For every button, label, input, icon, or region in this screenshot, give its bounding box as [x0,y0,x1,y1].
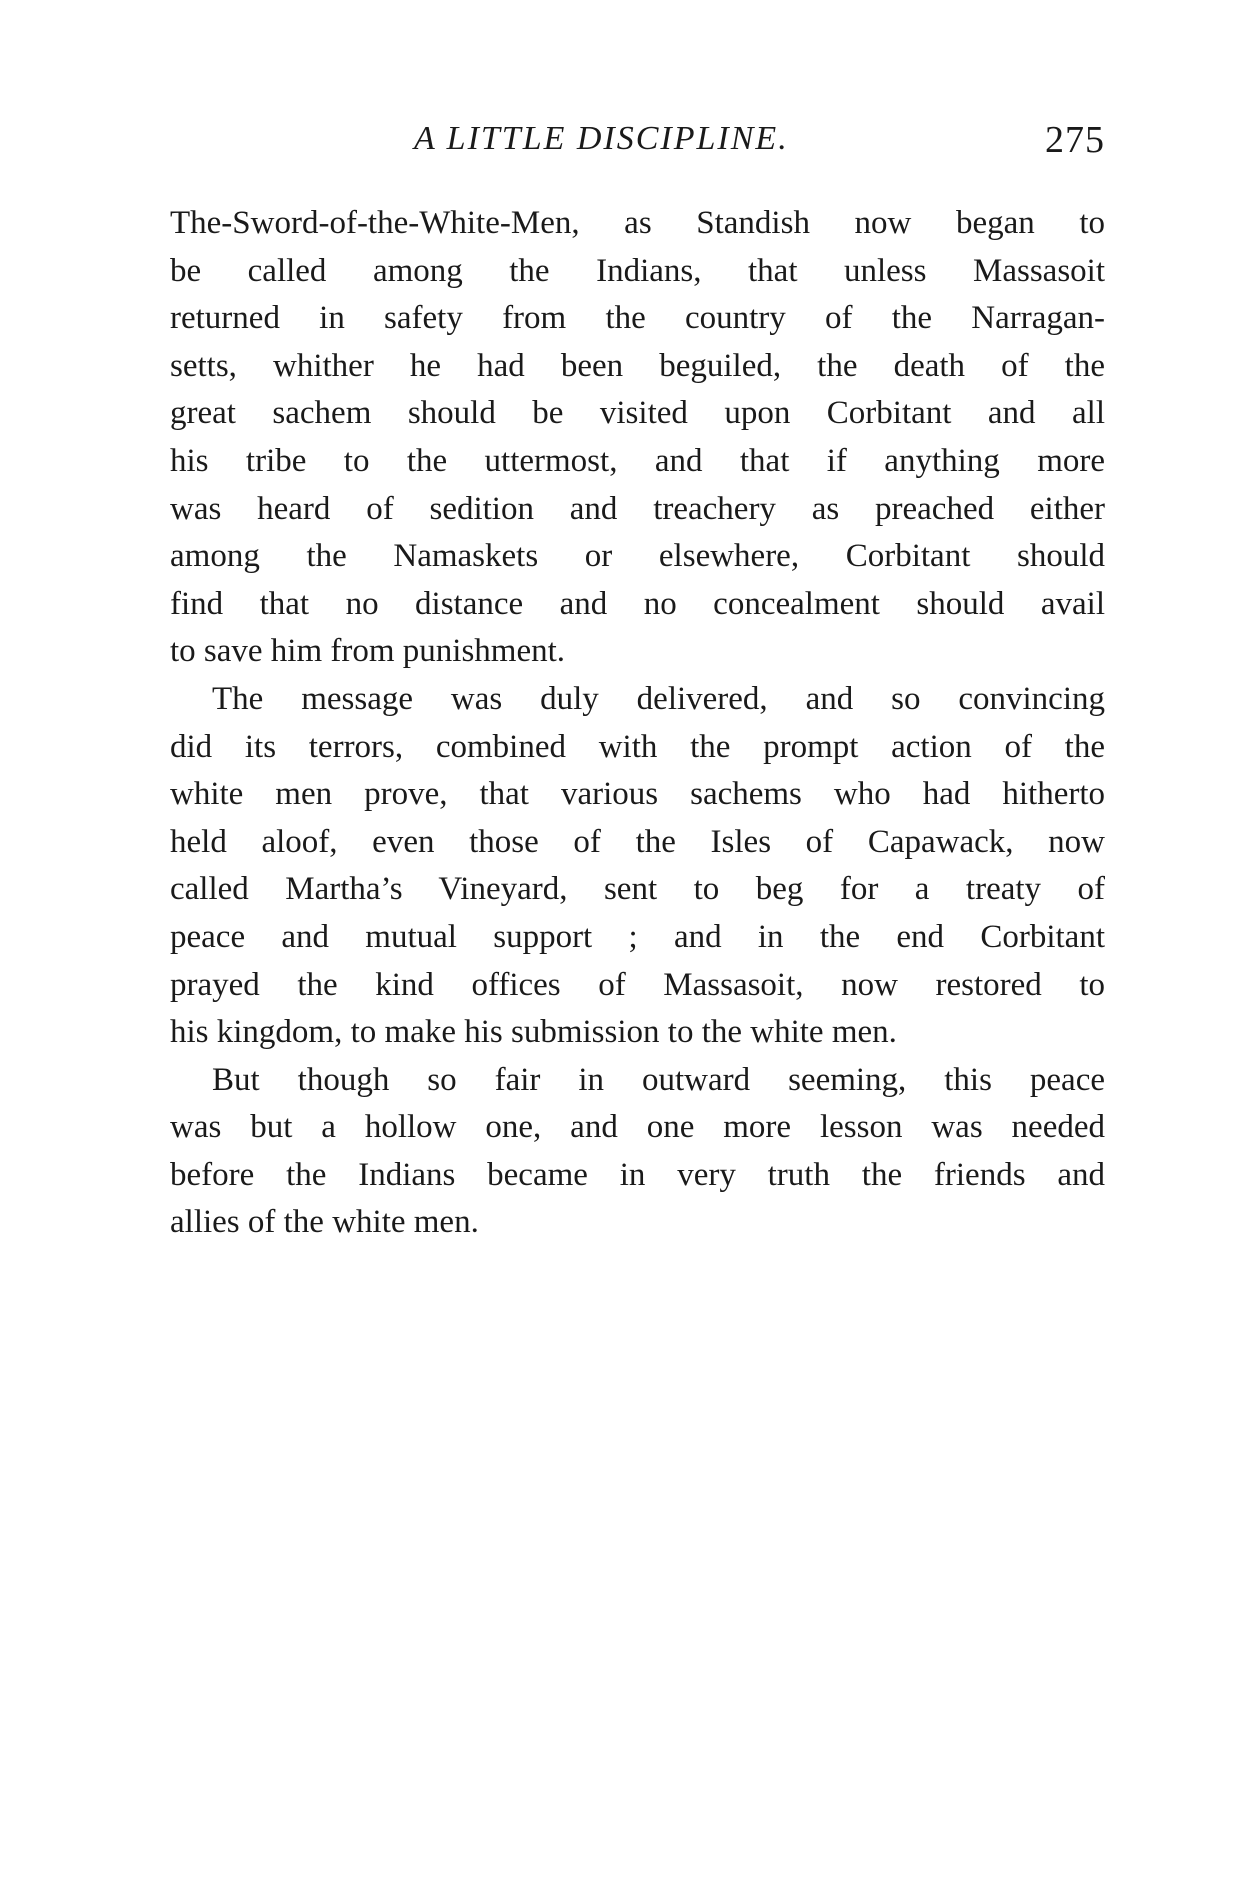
text-line: returned in safety from the country of the Narragan- [170,300,1105,337]
text-line: The-Sword-of-the-White-Men, as Standish now began to [170,205,1105,241]
text-line: his tribe to the uttermost, and that if anything more [170,442,1105,479]
text-line: But though so fair in outward seeming, this peace [212,1061,1105,1098]
running-head [170,112,1105,162]
text-line: white men prove, that various sachems who had hitherto [170,776,1105,813]
text-line: before the Indians became in very truth the friends and [170,1156,1105,1193]
text-line: find that no distance and no concealment should avail [170,585,1105,622]
text-line: to save him from punishment. [170,633,566,670]
running-title: A LITTLE DISCIPLINE. [414,120,789,157]
text-line: his kingdom, to make his submission to the white men. [170,1014,897,1051]
text-line: prayed the kind offices of Massasoit, now restored to [170,966,1105,1003]
paragraph-2 [170,676,1105,1057]
text-line: great sachem should be visited upon Corbitant and all [170,395,1105,432]
paragraph-1 [170,200,1105,676]
paragraph-3 [170,1057,1105,1247]
text-line: called Martha’s Vineyard, sent to beg for a treaty of [170,871,1105,908]
body-text [170,200,1105,1247]
text-line: setts, whither he had been beguiled, the death of the [170,347,1105,384]
text-line: was heard of sedition and treachery as preached either [170,490,1105,527]
text-line: peace and mutual support ; and in the end Corbitant [170,918,1105,955]
text-line: held aloof, even those of the Isles of Capawack, now [170,823,1105,860]
text-line: The message was duly delivered, and so convincing [212,680,1105,717]
text-line: was but a hollow one, and one more lesson was needed [170,1109,1105,1146]
text-line: among the Namaskets or elsewhere, Corbitant should [170,538,1105,575]
text-line: allies of the white men. [170,1204,479,1241]
text-line: did its terrors, combined with the prompt action of the [170,728,1105,765]
text-line: be called among the Indians, that unless Massasoit [170,252,1105,289]
page-number: 275 [1045,119,1105,161]
